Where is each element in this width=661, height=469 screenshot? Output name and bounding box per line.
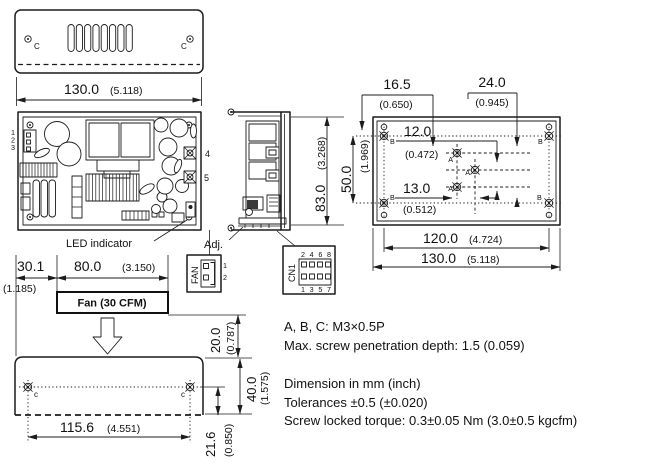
- dim-height: [291, 117, 344, 225]
- dim-top-width: [17, 77, 202, 106]
- dim-c-span-mm: 115.6: [60, 419, 94, 435]
- dim-depth-stack: [168, 315, 271, 457]
- dim-fan-width-inch: (3.150): [122, 262, 156, 274]
- dim-base-width-mm: 130.0: [421, 250, 457, 266]
- note-torque: Screw locked torque: 0.3±0.05 Nm (3.0±0.5 kgcfm): [284, 413, 578, 428]
- hole-label-a: A: [448, 184, 453, 193]
- bottom-view: [15, 357, 203, 443]
- led-component: [186, 202, 195, 217]
- dim-mounting-widths: [373, 228, 560, 271]
- note-screw-type: A, B, C: M3×0.5P: [284, 319, 385, 334]
- hole-label-b: B: [538, 137, 543, 146]
- vent-slots: [68, 25, 132, 52]
- side-components: [239, 121, 286, 228]
- dim-a-edge-inch: (0.945): [475, 97, 509, 109]
- pot-label-4: 4: [205, 149, 211, 159]
- dim-c-offset-inch: (0.850): [223, 423, 235, 457]
- screw-b-top-left: [379, 131, 388, 140]
- mounting-view: [356, 117, 561, 225]
- dim-fan-offset-inch: (1.185): [3, 283, 37, 295]
- dim-clearance-inch: (0.787): [225, 321, 237, 355]
- pot-label-5: 5: [204, 173, 210, 183]
- dim-a-edge-mm: 24.0: [478, 74, 506, 90]
- cn1-label: CN1: [287, 263, 297, 282]
- airflow-arrow-icon: [93, 318, 122, 354]
- dim-height-inch: (3.268): [316, 136, 328, 170]
- dim-c-offset-mm: 21.6: [203, 431, 218, 457]
- pcb-components: [20, 118, 197, 222]
- dim-c-span-inch: (4.551): [107, 423, 141, 435]
- pcb-pin-label-3: 3: [11, 143, 15, 152]
- front-view: [15, 10, 203, 73]
- potentiometer-5: [184, 171, 196, 183]
- dim-a-pitch-inch: (0.472): [405, 149, 439, 161]
- dim-depth-mm: 40.0: [244, 376, 259, 402]
- hole-label-c: C: [181, 42, 187, 51]
- dim-hole-pitch: [395, 123, 498, 216]
- fan-pin-1: 1: [223, 261, 227, 270]
- dim-depth-inch: (1.575): [259, 371, 271, 405]
- cn1-connector-detail: [277, 231, 335, 294]
- hole-label-c-small: c: [181, 390, 185, 399]
- dim-clearance-mm: 20.0: [208, 327, 223, 353]
- screw-b-bottom-left: [379, 198, 388, 207]
- dim-fan-offset-mm: 30.1: [17, 258, 45, 274]
- hole-label-b: B: [390, 193, 395, 202]
- screw-c-front-left: [25, 36, 31, 42]
- dim-top-width-mm: 130.0: [64, 81, 100, 97]
- hole-label-c: C: [34, 42, 40, 51]
- heatsink-left: [20, 163, 57, 177]
- hole-label-c-small: c: [34, 390, 38, 399]
- note-penetration: Max. screw penetration depth: 1.5 (0.059): [284, 338, 525, 353]
- dim-b-span-mm: 50.0: [338, 165, 354, 193]
- dim-b-width-inch: (4.724): [469, 234, 503, 246]
- dim-base-width-inch: (5.118): [467, 254, 500, 266]
- dim-a-offset-mm: 13.0: [403, 180, 431, 196]
- fan-connector-label: FAN: [190, 266, 200, 284]
- dim-a-offset-inch: (0.512): [403, 204, 437, 216]
- cn1-even-pins: 2 4 6 8: [301, 250, 331, 259]
- dim-b-edge-inch: (0.650): [379, 99, 413, 111]
- dim-height-mm: 83.0: [312, 184, 328, 212]
- dim-top-width-inch: (5.118): [110, 85, 143, 97]
- heatsink-center: [86, 174, 139, 201]
- fan-pin-2: 2: [223, 273, 227, 282]
- hole-label-a: A: [465, 168, 470, 177]
- dim-b-edge-mm: 16.5: [383, 76, 411, 92]
- hole-label-b: B: [537, 193, 542, 202]
- dim-b-span-inch: (1.969): [359, 139, 371, 173]
- dim-hole-edges: [362, 74, 517, 207]
- note-tolerances: Tolerances ±0.5 (±0.020): [284, 395, 428, 410]
- pcb-view: [11, 112, 210, 230]
- fan-box: [57, 292, 168, 313]
- pcb-pin-label-1: 1: [11, 128, 15, 137]
- led-indicator-label: LED indicator: [66, 238, 133, 250]
- cn1-odd-pins: 1 3 5 7: [301, 285, 331, 294]
- notes-block: [284, 319, 577, 428]
- dim-a-pitch-mm: 12.0: [404, 123, 432, 139]
- fan-box-label: Fan (30 CFM): [77, 297, 147, 310]
- dim-b-span: [338, 136, 371, 203]
- note-units: Dimension in mm (inch): [284, 376, 421, 391]
- adj-label: Adj.: [204, 239, 223, 251]
- hole-label-a: A: [448, 155, 453, 164]
- hole-label-b: B: [390, 137, 395, 146]
- side-view: [228, 109, 290, 231]
- dim-fan-width-mm: 80.0: [74, 258, 102, 274]
- dim-b-width-mm: 120.0: [423, 230, 459, 246]
- potentiometer-4: [184, 147, 196, 159]
- screw-c-front-right: [187, 36, 193, 42]
- pcb-pin-label-2: 2: [11, 135, 15, 145]
